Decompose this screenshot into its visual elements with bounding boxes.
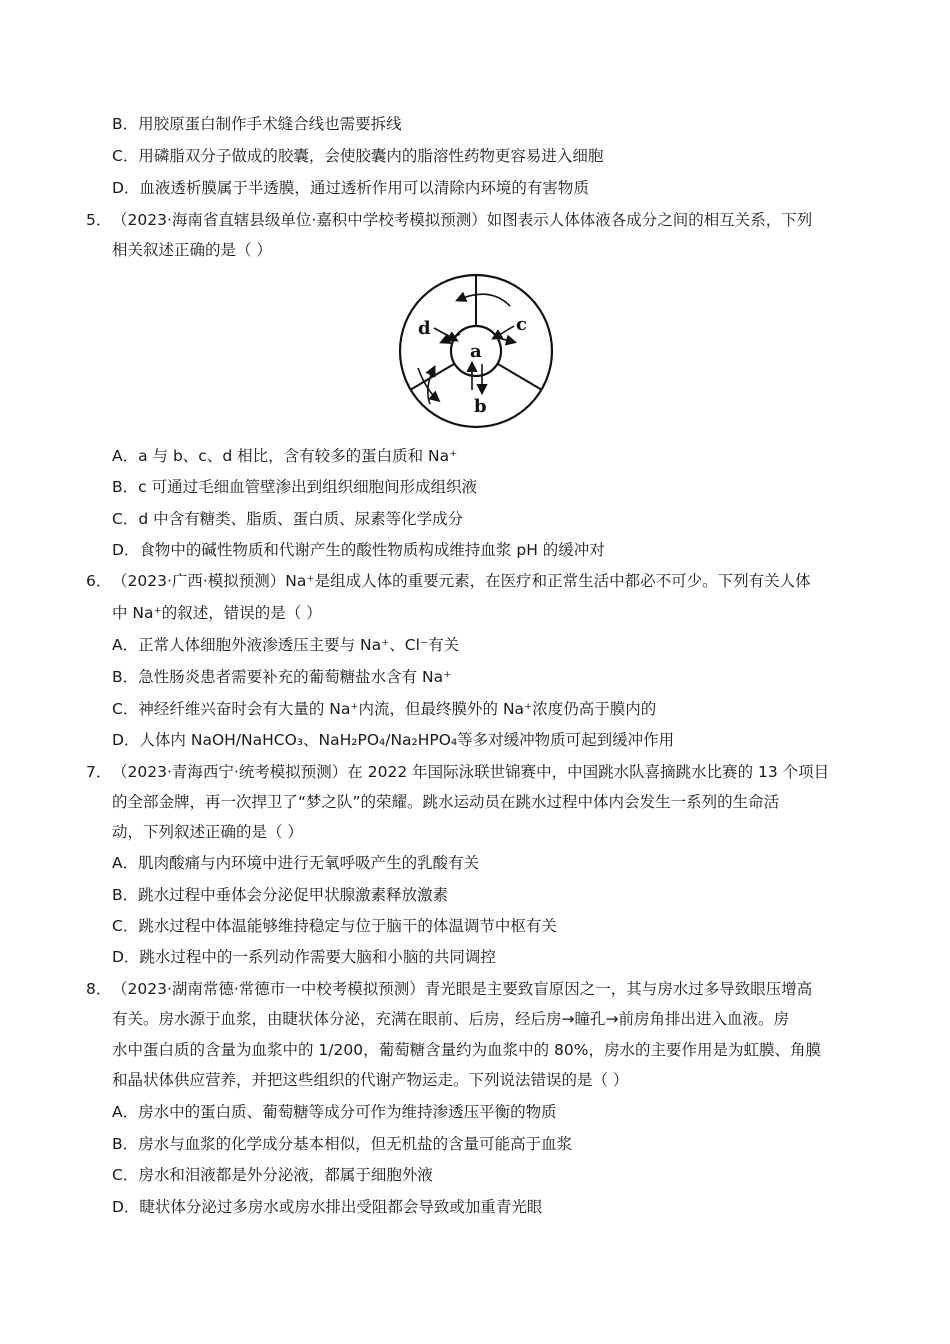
q6-option-a: A．正常人体细胞外液渗透压主要与 Na⁺、Cl⁻有关: [112, 636, 460, 654]
divider-right: [498, 364, 542, 390]
q5-option-d: D．食物中的碱性物质和代谢产生的酸性物质构成维持血浆 pH 的缓冲对: [112, 541, 605, 559]
q4-option-b: B．用胶原蛋白制作手术缝合线也需要拆线: [112, 115, 402, 133]
arrow-a-to-c: [498, 338, 514, 342]
q5-option-a: A．a 与 b、c、d 相比，含有较多的蛋白质和 Na⁺: [112, 447, 458, 465]
q6-stem-line-2: 中 Na⁺的叙述，错误的是（ ）: [112, 604, 322, 622]
q6-option-b: B．急性肠炎患者需要补充的葡萄糖盐水含有 Na⁺: [112, 668, 452, 686]
arrow-a-to-d: [442, 334, 460, 342]
label-d: d: [418, 318, 431, 339]
q6-option-d: D．人体内 NaOH/NaHCO₃、NaH₂PO₄/Na₂HPO₄等多对缓冲物质可起到缓冲作用: [112, 731, 675, 749]
q6-stem-line-1: （2023·广西·模拟预测）Na⁺是组成人体的重要元素，在医疗和正常生活中都必不可少。下列有关人体: [112, 572, 811, 590]
q7-number: 7．: [86, 763, 112, 781]
q8-stem-line-2: 有关。房水源于血浆，由睫状体分泌，充满在眼前、后房，经后房→瞳孔→前房角排出进入血液。房: [112, 1010, 789, 1028]
q8-number: 8．: [86, 980, 112, 998]
q7-stem-line-1: （2023·青海西宁·统考模拟预测）在 2022 年国际泳联世锦赛中，中国跳水队喜摘跳水比赛的 13 个项目: [112, 763, 830, 781]
q8-stem-line-3: 水中蛋白质的含量为血浆中的 1/200，葡萄糖含量约为血浆中的 80%，房水的主要作用是为虹膜、角膜: [112, 1041, 821, 1059]
arrow-top-arc: [458, 294, 510, 306]
q4-option-c: C．用磷脂双分子做成的胶囊，会使胶囊内的脂溶性药物更容易进入细胞: [112, 147, 604, 165]
q7-option-c: C．跳水过程中体温能够维持稳定与位于脑干的体温调节中枢有关: [112, 917, 557, 935]
arrow-left-arc-2: [428, 368, 434, 404]
q8-stem-line-1: （2023·湖南常德·常德市一中校考模拟预测）青光眼是主要致盲原因之一，其与房水过多导致眼压增高: [112, 980, 813, 998]
q7-stem-line-2: 的全部金牌，再一次捍卫了“梦之队”的荣耀。跳水运动员在跳水过程中体内会发生一系列的生命活: [112, 793, 780, 811]
label-a: a: [470, 341, 482, 362]
q5-stem-line-2: 相关叙述正确的是（ ）: [112, 241, 272, 259]
q7-option-d: D．跳水过程中的一系列动作需要大脑和小脑的共同调控: [112, 948, 496, 966]
q4-option-d: D．血液透析膜属于半透膜，通过透析作用可以清除内环境的有害物质: [112, 179, 589, 197]
q8-option-d: D．睫状体分泌过多房水或房水排出受阻都会导致或加重青光眼: [112, 1198, 543, 1216]
label-b: b: [474, 396, 487, 417]
q7-option-a: A．肌肉酸痛与内环境中进行无氧呼吸产生的乳酸有关: [112, 854, 480, 872]
label-c: c: [516, 314, 527, 335]
q5-option-c: C．d 中含有糖类、脂质、蛋白质、尿素等化学成分: [112, 510, 464, 528]
q7-stem-line-3: 动，下列叙述正确的是（ ）: [112, 823, 303, 841]
q6-number: 6．: [86, 572, 112, 590]
divider-left: [410, 364, 454, 390]
body-fluid-diagram: [390, 272, 562, 430]
q5-stem-line-1: （2023·海南省直辖县级单位·嘉积中学校考模拟预测）如图表示人体体液各成分之间的相互关系，下列: [112, 211, 813, 229]
q5-number: 5．: [86, 211, 112, 229]
q7-option-b: B．跳水过程中垂体会分泌促甲状腺激素释放激素: [112, 886, 449, 904]
q8-option-c: C．房水和泪液都是外分泌液，都属于细胞外液: [112, 1166, 433, 1184]
q6-option-c: C．神经纤维兴奋时会有大量的 Na⁺内流，但最终膜外的 Na⁺浓度仍高于膜内的: [112, 700, 657, 718]
arrow-c-to-a: [494, 326, 514, 338]
q8-option-a: A．房水中的蛋白质、葡萄糖等成分可作为维持渗透压平衡的物质: [112, 1103, 557, 1121]
q8-stem-line-4: 和晶状体供应营养，并把这些组织的代谢产物运走。下列说法错误的是（ ）: [112, 1071, 629, 1089]
arrow-d-to-a: [434, 328, 456, 340]
q8-option-b: B．房水与血浆的化学成分基本相似，但无机盐的含量可能高于血浆: [112, 1135, 573, 1153]
q5-option-b: B．c 可通过毛细血管壁渗出到组织细胞间形成组织液: [112, 478, 478, 496]
